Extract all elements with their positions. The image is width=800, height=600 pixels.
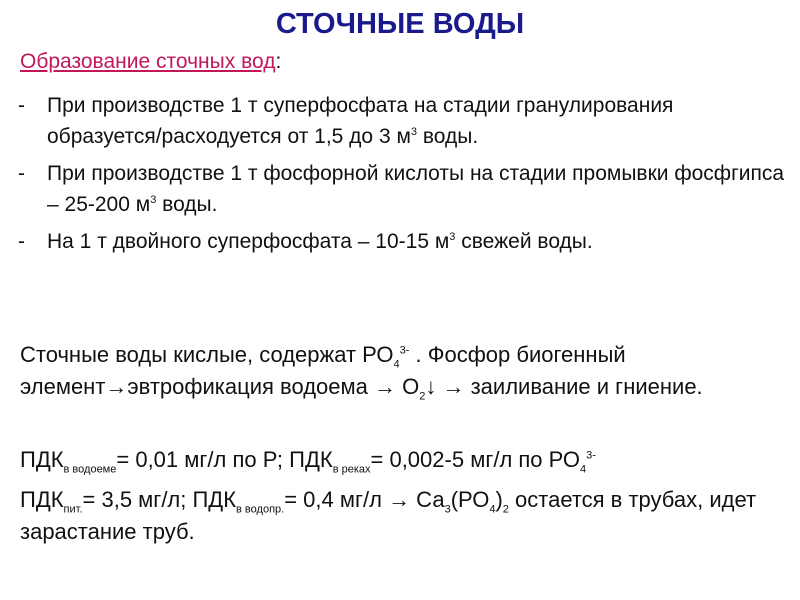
bullet-dash: - <box>18 94 25 117</box>
bullet-text: При производстве 1 т фосфорной кислоты на стадии промывки фосфгипса – 25-200 $м^3$ воды. <box>47 162 785 216</box>
bullet-item <box>18 90 788 152</box>
bullet-list <box>18 90 788 263</box>
bullet-dash: - <box>18 230 25 253</box>
section-heading <box>20 50 281 74</box>
bullet-text: При производстве 1 т суперфосфата на стадии гранулирования образуется/расходуется от 1,5 до 3 $м^3$ воды. <box>47 94 674 148</box>
section-heading-colon: : <box>275 50 282 73</box>
bullet-dash: - <box>18 162 25 185</box>
bullet-text: На 1 т двойного суперфосфата – 10-15 $м^3$ свежей воды. <box>47 230 593 253</box>
bullet-item <box>18 158 788 220</box>
section-heading-link[interactable]: Образование сточных вод <box>20 50 276 73</box>
mac-water-bodies-line: $ПДК_{в водоеме}= 0,01$ мг/л по Р; $ПДК_{в реках}= 0,002-5$ мг/л по $РО_4^{3-}$ <box>20 447 596 476</box>
acidity-paragraph: Сточные воды кислые, содержат $РО_4^{3-}$ . Фосфор биогенный элемент→эвтрофикация водоема → $О_2↓$ → заиливание и гниение. <box>20 342 703 403</box>
mac-drinking-water-paragraph: $ПДК_{пит.}= 3,5$ мг/л; $ПДК_{в водопр.}= 0,4$ $мг/л \to Са_3(РО_4)_2$ остается в трубах, идет зарастание труб. <box>20 487 757 544</box>
slide-title: СТОЧНЫЕ ВОДЫ <box>275 8 525 40</box>
bullet-item <box>18 226 788 257</box>
